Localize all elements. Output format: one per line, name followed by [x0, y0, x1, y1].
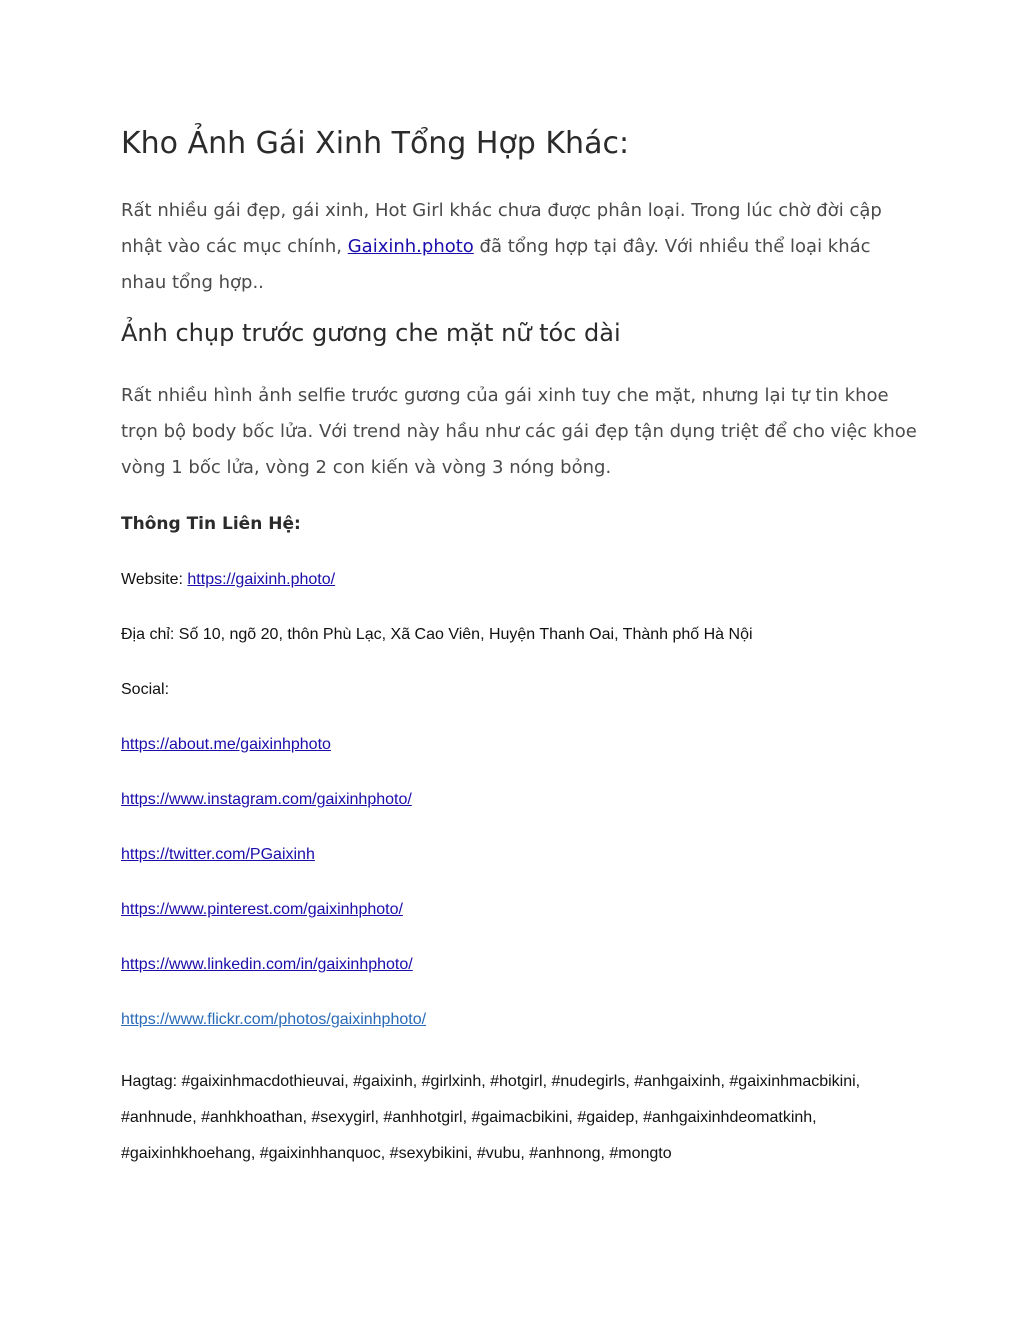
intro-text-before: Rất nhiều gái đẹp, gái xinh, Hot Girl khác chưa được phân loại. Trong lúc chờ đời cập nhật vào các mục chính,	[121, 200, 882, 257]
contact-heading: Thông Tin Liên Hệ:	[121, 514, 301, 534]
section-heading: Ảnh chụp trước gương che mặt nữ tóc dài	[121, 319, 621, 347]
twitter-link[interactable]: https://twitter.com/PGaixinh	[121, 846, 315, 863]
social-link-instagram	[121, 789, 412, 811]
gaixinh-photo-link[interactable]: Gaixinh.photo	[347, 236, 474, 257]
social-link-twitter	[121, 844, 315, 866]
pinterest-link[interactable]: https://www.pinterest.com/gaixinhphoto/	[121, 901, 403, 918]
website-link[interactable]: https://gaixinh.photo/	[187, 571, 336, 588]
aboutme-link[interactable]: https://about.me/gaixinhphoto	[121, 736, 331, 753]
social-link-aboutme	[121, 734, 331, 756]
social-link-linkedin	[121, 954, 413, 976]
website-label: Website:	[121, 571, 188, 588]
intro-text-after: đã tổng hợp tại đây. Với nhiều thể loại khác nhau tổng hợp..	[121, 236, 871, 293]
intro-paragraph	[121, 193, 911, 301]
section-paragraph: Rất nhiều hình ảnh selfie trước gương của gái xinh tuy che mặt, nhưng lại tự tin khoe trọn bộ body bốc lửa. Với trend này hầu như các gái đẹp tận dụng triệt để cho việc khoe vòng 1 bốc lửa, vòng 2 con kiến và vòng 3 nóng bỏng.	[121, 385, 917, 478]
social-label: Social:	[121, 681, 170, 698]
flickr-link[interactable]: https://www.flickr.com/photos/gaixinhphoto/	[121, 1011, 427, 1028]
linkedin-link[interactable]: https://www.linkedin.com/in/gaixinhphoto/	[121, 956, 413, 973]
instagram-link[interactable]: https://www.instagram.com/gaixinhphoto/	[121, 791, 412, 808]
page-title: Kho Ảnh Gái Xinh Tổng Hợp Khác:	[121, 126, 630, 161]
address-line: Địa chỉ: Số 10, ngõ 20, thôn Phù Lạc, Xã Cao Viên, Huyện Thanh Oai, Thành phố Hà Nội	[121, 626, 753, 643]
hashtags-paragraph: Hagtag: #gaixinhmacdothieuvai, #gaixinh, #girlxinh, #hotgirl, #nudegirls, #anhgaixinh, #gaixinhmacbikini, #anhnude, #anhkhoathan, #sexygirl, #anhhotgirl, #gaimacbikini, #gaidep, #anhgaixinhdeomatkinh, #gaixinhkhoehang, #gaixinhhanquoc, #sexybikini, #vubu, #anhnong, #mongto	[121, 1073, 861, 1162]
website-line	[121, 569, 335, 591]
social-link-pinterest	[121, 899, 403, 921]
social-link-flickr	[121, 1009, 426, 1031]
